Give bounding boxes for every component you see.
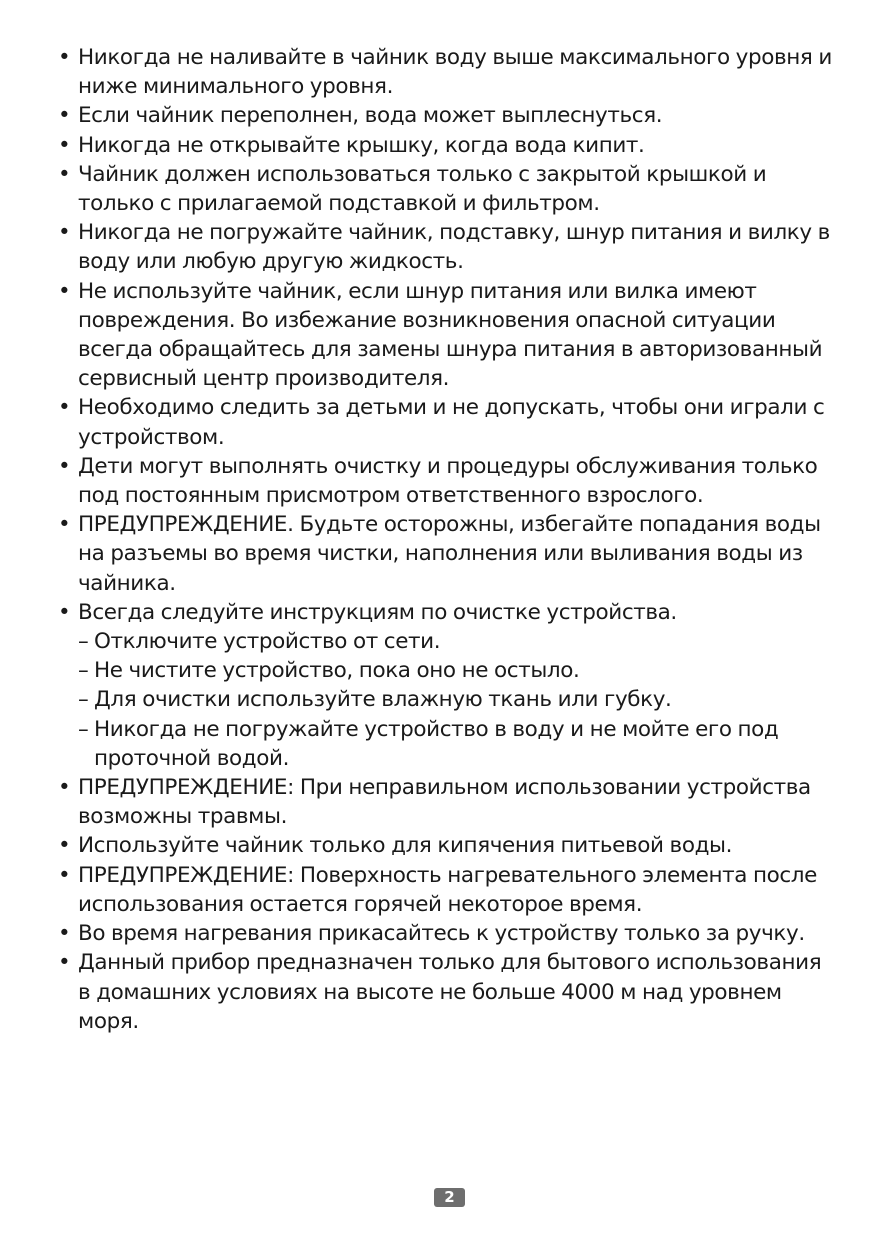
list-item-text: Необходимо следить за детьми и не допускать, чтобы они играли с устройством. [78,395,825,450]
sub-list-item [78,685,838,714]
bullet-icon: • [58,921,71,947]
list-item-text: Никогда не погружайте чайник, подставку, шнур питания и вилку в воду или любую другую жидкость. [78,220,830,275]
bullet-icon: • [58,161,71,187]
list-item [58,101,838,130]
list-item-text: Если чайник переполнен, вода может выплеснуться. [78,103,663,129]
dash-icon: – [78,716,89,742]
list-item [58,919,838,948]
dash-icon: – [78,629,89,655]
list-item [58,131,838,160]
list-item [58,218,838,276]
list-item-text: ПРЕДУПРЕЖДЕНИЕ: При неправильном использовании устройства возможны травмы. [78,775,811,830]
safety-instructions-list [58,43,838,1036]
list-item [58,43,838,101]
list-item-text: Никогда не открывайте крышку, когда вода кипит. [78,132,645,158]
bullet-icon: • [58,132,71,158]
bullet-icon: • [58,278,71,304]
list-item [58,510,838,598]
list-item-text: ПРЕДУПРЕЖДЕНИЕ. Будьте осторожны, избегайте попадания воды на разъемы во время чистки, наполнения или выливания воды из чайника. [78,512,821,596]
list-item [58,861,838,919]
sub-list-item-text: Никогда не погружайте устройство в воду и не мойте его под проточной водой. [94,716,779,771]
bullet-icon: • [58,862,71,888]
list-item-text: Используйте чайник только для кипячения питьевой воды. [78,833,733,859]
sub-list-item [78,715,838,773]
list-item [58,773,838,831]
bullet-icon: • [58,453,71,479]
sub-list [78,627,838,773]
bullet-icon: • [58,220,71,246]
list-item-text: Всегда следуйте инструкциям по очистке устройства. [78,599,677,625]
bullet-icon: • [58,599,71,625]
page-number: 2 [434,1188,465,1207]
sub-list-item [78,627,838,656]
bullet-icon: • [58,833,71,859]
sub-list-item-text: Не чистите устройство, пока оно не остыло. [94,658,580,684]
bullet-icon: • [58,103,71,129]
dash-icon: – [78,687,89,713]
bullet-icon: • [58,512,71,538]
bullet-icon: • [58,775,71,801]
bullet-icon: • [58,950,71,976]
list-item [58,393,838,451]
sub-list-item-text: Отключите устройство от сети. [94,629,441,655]
list-item-text: Дети могут выполнять очистку и процедуры обслуживания только под постоянным присмотром ответственного взрослого. [78,453,818,509]
list-item-text: Во время нагревания прикасайтесь к устройству только за ручку. [78,921,805,947]
list-item [58,160,838,218]
list-item [58,948,838,1036]
bullet-icon: • [58,45,71,70]
document-body [58,43,838,1036]
list-item-text: Данный прибор предназначен только для бытового использования в домашних условиях на высоте не больше 4000 м над уровнем моря. [78,950,822,1034]
list-item-text: ПРЕДУПРЕЖДЕНИЕ: Поверхность нагревательного элемента после использования остается горячей некоторое время. [78,862,817,917]
list-item [58,831,838,860]
list-item [58,277,838,394]
sub-list-item [78,656,838,685]
list-item-text: Не используйте чайник, если шнур питания или вилка имеют повреждения. Во избежание возникновения опасной ситуации всегда обращайтесь для замены шнура питания в авторизованный сервисный центр производителя. [78,278,823,392]
list-item [58,598,838,773]
dash-icon: – [78,658,89,684]
list-item-text: Никогда не наливайте в чайник воду выше максимального уровня и ниже минимального уровня. [78,45,832,100]
sub-list-item-text: Для очистки используйте влажную ткань или губку. [94,687,672,713]
list-item-text: Чайник должен использоваться только с закрытой крышкой и только с прилагаемой подставкой и фильтром. [78,161,767,217]
bullet-icon: • [58,395,71,421]
list-item [58,452,838,510]
